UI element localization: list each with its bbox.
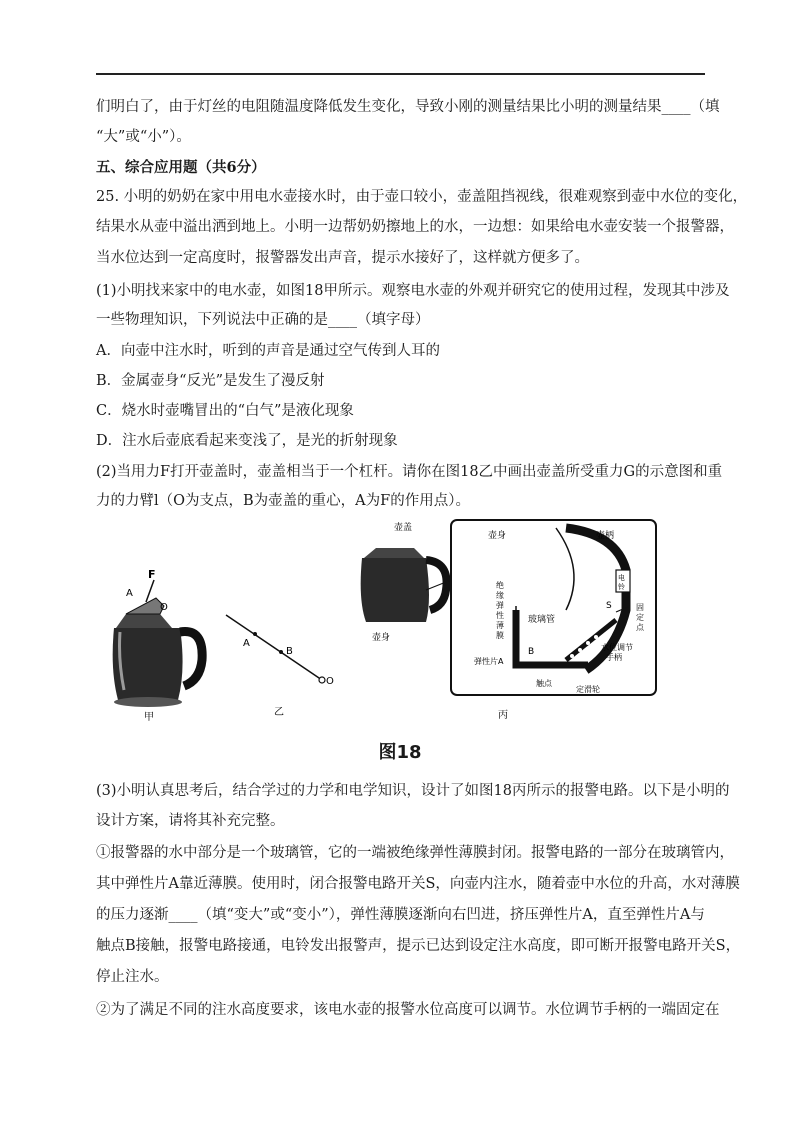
- svg-text:缘: 缘: [496, 591, 504, 600]
- subquestion-text: ①报警器的水中部分是一个玻璃管，它的一端被绝缘弹性薄膜封闭。报警电路的一部分在玻璃管内，: [96, 845, 734, 861]
- subquestion-text: 力的力臂l（O为支点，B为壶盖的重心，A为F的作用点）。: [96, 493, 470, 509]
- subquestion-text: 其中弹性片A靠近薄膜。使用时，闭合报警电路开关S，向壶内注水，随着壶中水位的升高，水对薄膜: [96, 876, 740, 892]
- label-S: S: [606, 601, 612, 611]
- svg-text:性: 性: [496, 611, 504, 620]
- question-text: 25. 小明的奶奶在家中用电水壶接水时，由于壶口较小，壶盖阻挡视线，很难观察到壶中水位的变化，: [96, 189, 748, 205]
- label-bell: 铃: [618, 583, 625, 591]
- subquestion-text: 一些物理知识，下列说法中正确的是____（填字母）: [96, 312, 430, 328]
- question-text: 结果水从壶中溢出洒到地上。小明一边帮奶奶擦地上的水，一边想：如果给电水壶安装一个报警器，: [96, 219, 734, 235]
- subquestion-text: (1)小明找来家中的电水壶，如图18甲所示。观察电水壶的外观并研究它的使用过程，发现其中涉及: [96, 283, 730, 299]
- label-film: [496, 580, 504, 640]
- label-F: F: [148, 568, 156, 581]
- circuit-bing: [361, 520, 656, 721]
- label-B: B: [528, 647, 535, 657]
- label-hushen-top: 壶身: [488, 531, 507, 541]
- section-heading: 五、综合应用题（共6分）: [96, 159, 266, 176]
- subquestion-text: (3)小明认真思考后，结合学过的力学和电学知识，设计了如图18丙所示的报警电路。以下是小明的: [96, 783, 730, 799]
- option-c: C．烧水时壶嘴冒出的“白气”是液化现象: [96, 403, 354, 419]
- header-rule: [96, 73, 705, 75]
- svg-text:膜: 膜: [496, 631, 504, 640]
- label-hugai: 壶盖: [394, 523, 413, 533]
- label-O: O: [160, 602, 168, 613]
- caption-bing: 丙: [498, 710, 508, 721]
- subquestion-text: ②为了满足不同的注水高度要求，该电水壶的报警水位高度可以调节。水位调节手柄的一端固定在: [96, 1002, 720, 1018]
- label-elastic-a: 弹性片A: [474, 657, 504, 666]
- subquestion-text: 设计方案，请将其补充完整。: [96, 813, 285, 829]
- label-contact: 触点: [536, 679, 552, 688]
- label-B: B: [286, 646, 293, 657]
- figure-18: [96, 510, 706, 760]
- figure-caption: 图18: [378, 742, 422, 763]
- label-pulley: 定滑轮: [576, 685, 600, 694]
- lever-yi: [226, 615, 334, 718]
- option-d: D．注水后壶底看起来变浅了，是光的折射现象: [96, 433, 398, 449]
- option-a: A．向壶中注水时，听到的声音是通过空气传到人耳的: [96, 343, 440, 359]
- svg-text:弹: 弹: [496, 601, 504, 610]
- text-line: “大”或“小”）。: [96, 129, 191, 145]
- kettle-jia: [113, 568, 202, 723]
- label-O: O: [326, 676, 334, 687]
- figure-18-svg: [96, 510, 706, 740]
- label-bell: 电: [618, 574, 625, 582]
- question-text: 当水位达到一定高度时，报警器发出声音，提示水接好了，这样就方便多了。: [96, 250, 589, 266]
- svg-text:绝: 绝: [496, 581, 504, 590]
- label-handle: 手柄: [606, 653, 622, 662]
- label-glass-tube: 玻璃管: [528, 615, 556, 625]
- svg-text:点: 点: [636, 623, 644, 632]
- label-hushen-left: 壶身: [372, 633, 391, 643]
- label-handle: 水位调节: [601, 643, 633, 652]
- label-fixed-point: [636, 603, 645, 632]
- subquestion-text: (2)当用力F打开壶盖时，壶盖相当于一个杠杆。请你在图18乙中画出壶盖所受重力G的示意图和重: [96, 464, 723, 480]
- text-line: 们明白了，由于灯丝的电阻随温度降低发生变化，导致小刚的测量结果比小明的测量结果____（填: [96, 99, 720, 115]
- label-hubing: 壶柄: [596, 531, 615, 541]
- label-A: A: [243, 638, 250, 649]
- option-b: B．金属壶身“反光”是发生了漫反射: [96, 373, 325, 389]
- label-A: A: [126, 588, 133, 599]
- subquestion-text: 停止注水。: [96, 969, 169, 985]
- caption-jia: 甲: [144, 712, 154, 723]
- svg-text:固: 固: [636, 603, 644, 612]
- subquestion-text: 的压力逐渐____（填“变大”或“变小”），弹性薄膜逐渐向右凹进，挤压弹性片A，直至弹性片A与: [96, 907, 705, 923]
- svg-text:定: 定: [636, 613, 644, 622]
- svg-text:薄: 薄: [496, 621, 504, 630]
- caption-yi: 乙: [274, 707, 284, 718]
- subquestion-text: 触点B接触，报警电路接通，电铃发出报警声，提示已达到设定注水高度，即可断开报警电路开关S，: [96, 938, 741, 954]
